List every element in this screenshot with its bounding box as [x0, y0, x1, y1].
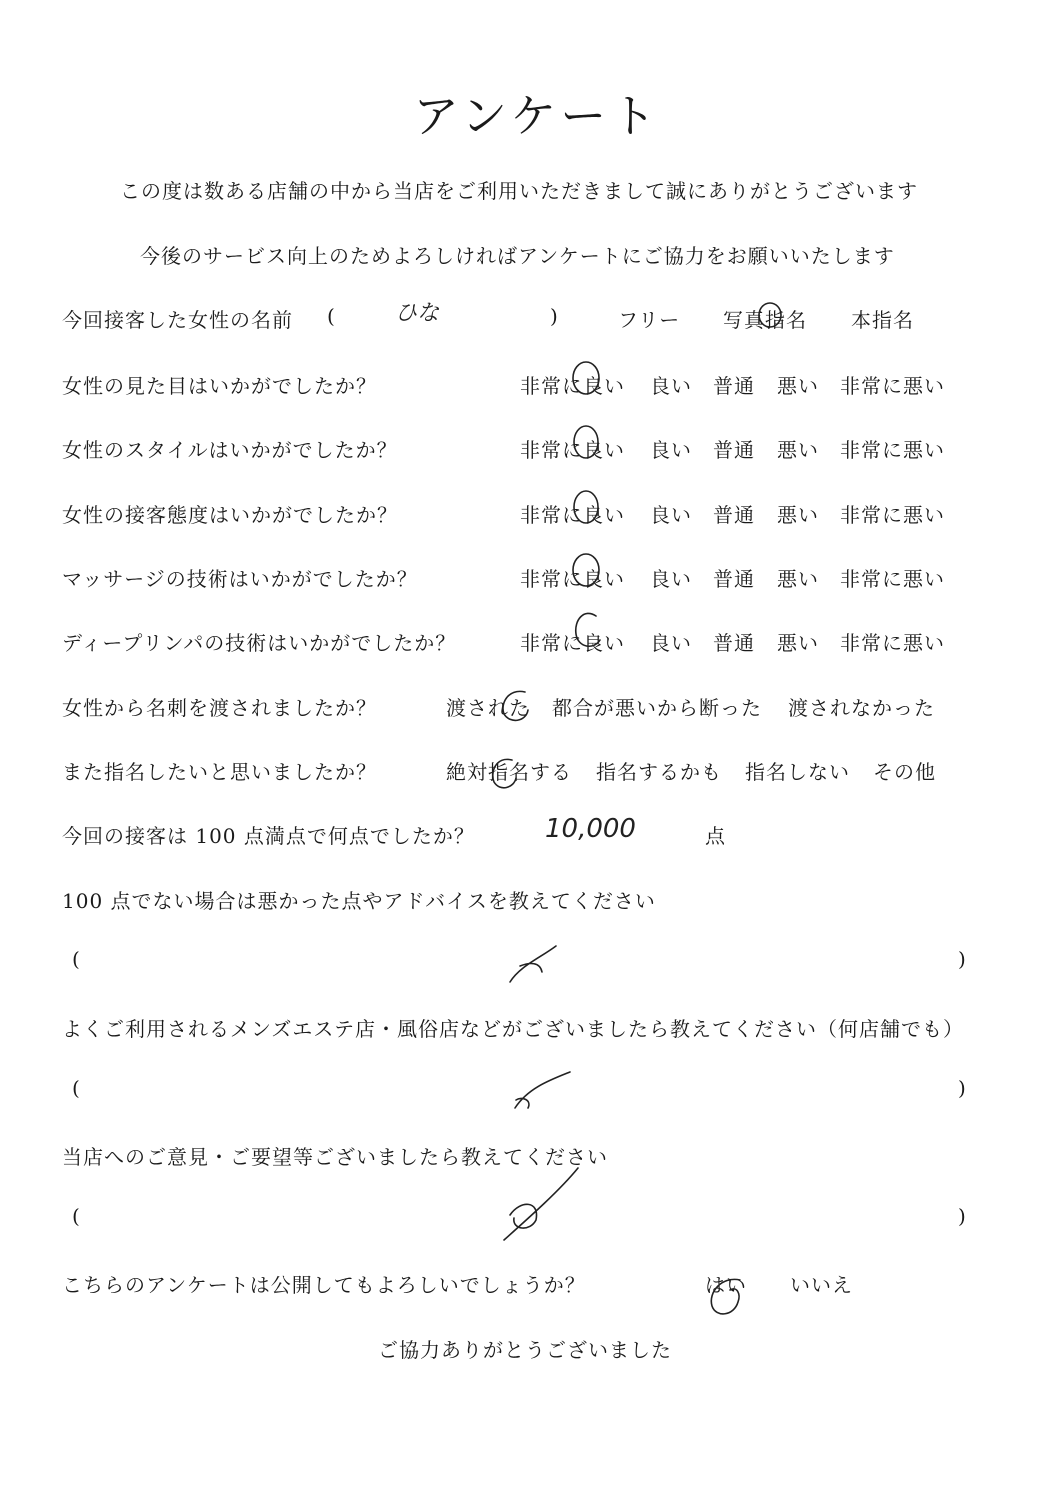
advice-question: 100 点でない場合は悪かった点やアドバイスを教えてください	[62, 889, 656, 913]
rating-option-bad[interactable]: 悪い	[777, 631, 819, 655]
intro-line-1: この度は数ある店舗の中から当店をご利用いただきまして誠にありがとうございます	[120, 179, 918, 203]
publish-option-no[interactable]: いいえ	[790, 1273, 853, 1297]
opinion-close-paren: )	[958, 1204, 967, 1228]
rating-option-good[interactable]: 良い	[650, 438, 692, 462]
rating-option-very-good[interactable]: 非常に良い	[520, 438, 625, 462]
survey-title: アンケート	[413, 89, 661, 143]
rating-question: 女性の見た目はいかがでしたか？	[62, 374, 377, 398]
card-option-received[interactable]: 渡された	[446, 696, 530, 720]
card-question: 女性から名刺を渡されましたか？	[62, 696, 377, 720]
option-photo-nomination[interactable]: 写真指名	[723, 308, 807, 332]
rating-option-bad[interactable]: 悪い	[777, 567, 819, 591]
dash-mark-other-shops	[515, 1072, 570, 1108]
again-option-no[interactable]: 指名しない	[745, 760, 850, 784]
card-option-not-received[interactable]: 渡されなかった	[788, 696, 935, 720]
rating-option-very-good[interactable]: 非常に良い	[520, 631, 625, 655]
rating-option-normal[interactable]: 普通	[713, 631, 755, 655]
rating-option-very-good[interactable]: 非常に良い	[520, 374, 625, 398]
score-value[interactable]: 10,000	[545, 814, 636, 844]
rating-option-normal[interactable]: 普通	[713, 438, 755, 462]
rating-option-very-bad[interactable]: 非常に悪い	[840, 567, 945, 591]
score-question: 今回の接客は 100 点満点で何点でしたか？	[62, 824, 475, 848]
closing-message: ご協力ありがとうございました	[378, 1338, 672, 1362]
dash-mark-advice	[510, 946, 556, 982]
advice-close-paren: )	[958, 947, 967, 971]
rating-option-normal[interactable]: 普通	[713, 567, 755, 591]
rating-option-bad[interactable]: 悪い	[777, 503, 819, 527]
card-option-declined[interactable]: 都合が悪いから断った	[552, 696, 762, 720]
rating-option-normal[interactable]: 普通	[713, 374, 755, 398]
rating-option-good[interactable]: 良い	[650, 567, 692, 591]
other-shops-close-paren: )	[958, 1076, 967, 1100]
rating-option-good[interactable]: 良い	[650, 631, 692, 655]
rating-option-normal[interactable]: 普通	[713, 503, 755, 527]
opinion-open-paren: (	[72, 1204, 81, 1228]
publish-question: こちらのアンケートは公開してもよろしいでしょうか？	[62, 1273, 586, 1297]
again-option-definitely[interactable]: 絶対指名する	[446, 760, 572, 784]
rating-option-very-bad[interactable]: 非常に悪い	[840, 631, 945, 655]
rating-option-very-bad[interactable]: 非常に悪い	[840, 438, 945, 462]
rating-option-bad[interactable]: 悪い	[777, 374, 819, 398]
other-shops-question: よくご利用されるメンズエステ店・風俗店などがございましたら教えてください（何店舗でも）	[62, 1017, 964, 1041]
rating-option-very-good[interactable]: 非常に良い	[520, 503, 625, 527]
name-label: 今回接客した女性の名前	[62, 308, 293, 332]
rating-question: 女性の接客態度はいかがでしたか？	[62, 503, 398, 527]
intro-line-2: 今後のサービス向上のためよろしければアンケートにご協力をお願いいたします	[140, 244, 895, 268]
rating-question: ディープリンパの技術はいかがでしたか？	[62, 631, 457, 655]
rating-question: 女性のスタイルはいかがでしたか？	[62, 438, 398, 462]
again-option-other[interactable]: その他	[873, 760, 936, 784]
option-free[interactable]: フリー	[618, 308, 681, 332]
name-open-paren: (	[327, 304, 336, 328]
advice-open-paren: (	[72, 947, 81, 971]
dash-mark-opinion	[504, 1168, 578, 1240]
opinion-question: 当店へのご意見・ご要望等ございましたら教えてください	[62, 1145, 608, 1169]
rating-question: マッサージの技術はいかがでしたか？	[62, 567, 418, 591]
rating-option-bad[interactable]: 悪い	[777, 438, 819, 462]
option-main-nomination[interactable]: 本指名	[851, 308, 914, 332]
rating-option-good[interactable]: 良い	[650, 503, 692, 527]
again-question: また指名したいと思いましたか？	[62, 760, 377, 784]
again-option-maybe[interactable]: 指名するかも	[596, 760, 722, 784]
rating-option-very-bad[interactable]: 非常に悪い	[840, 374, 945, 398]
score-unit: 点	[705, 824, 726, 848]
rating-option-good[interactable]: 良い	[650, 374, 692, 398]
rating-option-very-bad[interactable]: 非常に悪い	[840, 503, 945, 527]
rating-option-very-good[interactable]: 非常に良い	[520, 567, 625, 591]
other-shops-open-paren: (	[72, 1076, 81, 1100]
name-close-paren: )	[550, 304, 559, 328]
publish-option-yes[interactable]: はい	[705, 1273, 747, 1297]
name-value[interactable]: ひな	[395, 301, 440, 326]
